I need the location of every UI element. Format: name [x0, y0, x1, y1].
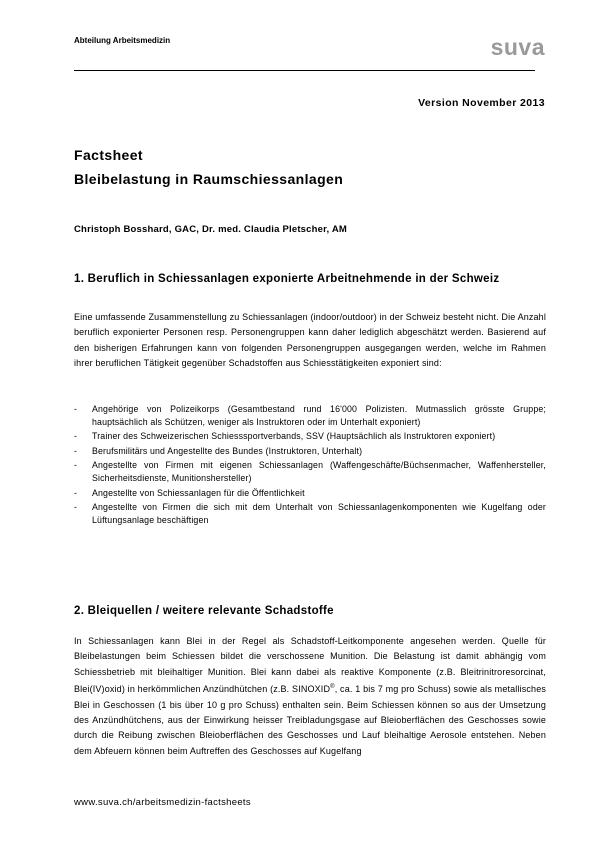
- bullet-dash: -: [74, 431, 78, 442]
- list-item-text: Angestellte von Schiessanlagen für die Öffentlichkeit: [92, 487, 305, 498]
- bullet-dash: -: [74, 487, 78, 498]
- department-label: Abteilung Arbeitsmedizin: [74, 36, 171, 45]
- section-2-paragraph: [74, 634, 546, 759]
- section-1-heading: 1. Beruflich in Schiessanlagen exponierte Arbeitnehmende in der Schweiz: [74, 273, 500, 285]
- list-item: [74, 459, 546, 484]
- bullet-dash: -: [74, 502, 78, 513]
- list-item: [74, 501, 546, 526]
- bullet-dash: -: [74, 460, 78, 471]
- list-item-text: Berufsmilitärs und Angestellte des Bundes (Instruktoren, Unterhalt): [92, 445, 363, 456]
- list-item: [74, 487, 546, 500]
- list-item: [74, 403, 546, 428]
- authors-line: Christoph Bosshard, GAC, Dr. med. Claudia Pletscher, AM: [74, 224, 348, 235]
- bullet-dash: -: [74, 404, 78, 414]
- section-2-heading: 2. Bleiquellen / weitere relevante Schadstoffe: [74, 605, 334, 617]
- list-item-text: Angestellte von Firmen mit eigenen Schiessanlagen (Waffengeschäfte/Büchsenmacher, Waffenhersteller, Sicherheitsdienste, Munitionshersteller): [92, 460, 546, 483]
- bullet-dash: -: [74, 445, 78, 456]
- document-type: Factsheet: [74, 147, 143, 163]
- paragraph-text-part-1: In Schiessanlagen kann Blei in der Regel als Schadstoff-Leitkomponente angesehen werden. Quelle für Bleibelastungen beim Schiessen bildet die verschossene Munition. Die Belastung ist damit abhängig vom Schiessbetrieb mit bleihaltiger Munition. Blei kann dabei als reaktive Komponente (z.B. Bleitrinitroresorcinat, Blei(IV)oxid) in herkömmlichen Anzündhütchen (z.B. SINOXID: [74, 636, 546, 695]
- exposed-groups-list: [74, 403, 546, 528]
- list-item-text: Angestellte von Firmen die sich mit dem Unterhalt von Schiessanlagenkomponenten wie Kugelfang oder Lüftungsanlage beschäftigen: [92, 502, 546, 525]
- document-title: Bleibelastung in Raumschiessanlagen: [74, 171, 344, 187]
- list-item: [74, 430, 546, 443]
- header-divider: [74, 70, 535, 71]
- list-item-text: Trainer des Schweizerischen Schiesssportverbands, SSV (Hauptsächlich als Instruktoren exponiert): [92, 431, 496, 442]
- version-label: Version November 2013: [418, 97, 545, 109]
- section-1-paragraph: Eine umfassende Zusammenstellung zu Schiessanlagen (indoor/outdoor) in der Schweiz besteht nicht. Die Anzahl beruflich exponierter Personen resp. Personengruppen kann daher lediglich abgeschätzt werden. Basierend auf den bisherigen Erfahrungen kann von folgenden Personengruppen ausgegangen werden, welche im Rahmen ihrer beruflichen Tätigkeit gegenüber Schadstoffen aus Schiesstätigkeiten exponiert sind:: [74, 312, 546, 369]
- suva-logo: suva: [490, 34, 545, 60]
- footer-url[interactable]: www.suva.ch/arbeitsmedizin-factsheets: [74, 797, 251, 808]
- list-item-text: Angehörige von Polizeikorps (Gesamtbestand rund 16'000 Polizisten. Mutmasslich grösste Gruppe; hauptsächlich als Schützen, weniger als Instruktoren oder im Unterhalt exponiert): [92, 404, 546, 427]
- list-item: [74, 445, 546, 458]
- registered-mark: ®: [330, 684, 335, 691]
- paragraph-text-part-2: , ca. 1 bis 7 mg pro Schuss) sowie als metallisches Blei in Geschossen (1 bis über 10 g pro Schuss) enthalten sein. Beim Schiessen können so aus der Umsetzung des Anzündhütchens, aus der Einwirkung heisser Treibladungsgase auf Bleioberflächen des Geschosses sowie durch die Reibung zwischen Bleioberflächen des Geschosses und Lauf bleihaltige Aerosole entstehen. Neben dem Abfeuern können beim Auftreffen des Geschosses auf Kugelfang: [74, 684, 547, 756]
